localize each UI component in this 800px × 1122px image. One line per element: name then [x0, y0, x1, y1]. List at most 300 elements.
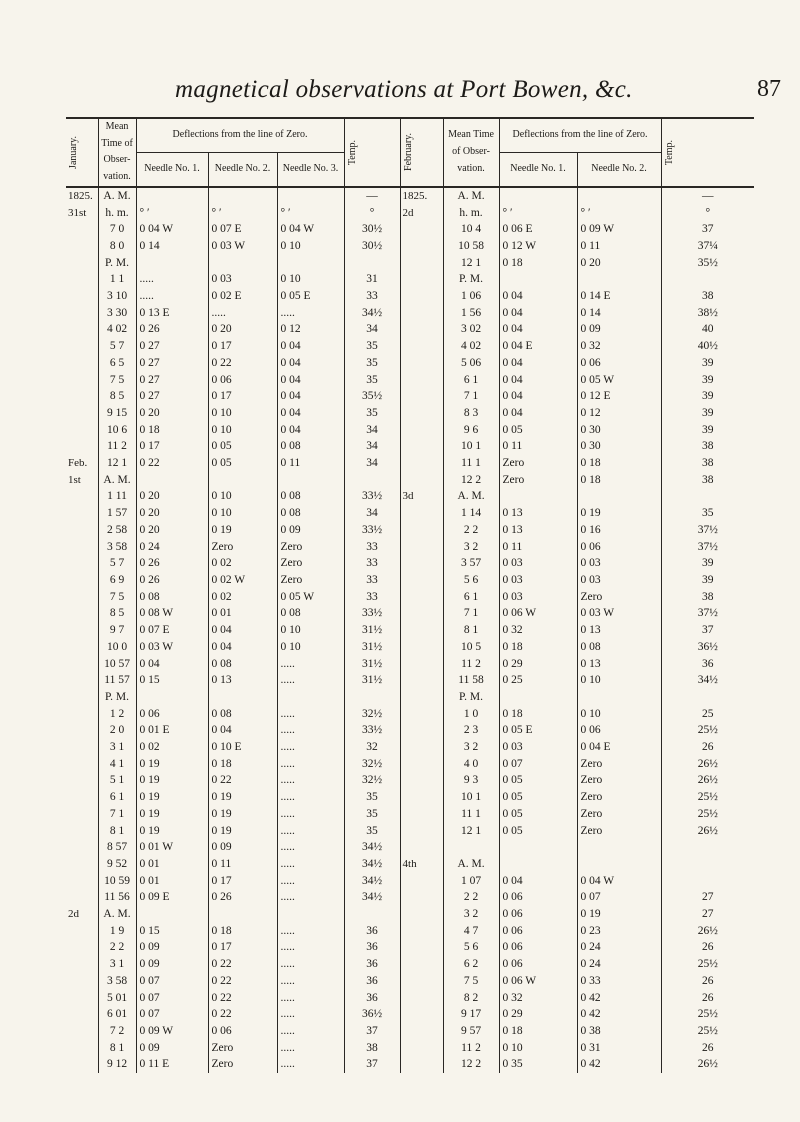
table-cell: 39	[702, 573, 714, 586]
table-cell: h. m.	[443, 205, 499, 222]
table-cell	[136, 472, 208, 489]
table-row	[66, 839, 754, 856]
table-cell	[400, 288, 443, 305]
table-cell: 0 02 E	[208, 288, 277, 305]
table-cell	[344, 255, 400, 272]
table-row	[66, 438, 754, 455]
header-deflections-left: Deflections from the line of Zero.	[136, 118, 344, 152]
table-cell: 0 05 W	[577, 372, 661, 389]
table-cell	[443, 839, 499, 856]
table-cell: 0 02 W	[208, 572, 277, 589]
table-cell: 11 58	[443, 672, 499, 689]
table-row	[66, 372, 754, 389]
table-cell	[277, 187, 344, 205]
table-cell: 7 5	[443, 973, 499, 990]
table-cell: 0 19	[136, 772, 208, 789]
table-row	[66, 1056, 754, 1073]
table-row	[66, 539, 754, 556]
table-cell: 33	[344, 288, 400, 305]
table-cell: 0 12	[577, 405, 661, 422]
table-cell: 2 2	[443, 889, 499, 906]
table-cell: 0 05 W	[277, 589, 344, 606]
table-cell: 4 02	[443, 338, 499, 355]
table-cell	[577, 689, 661, 706]
table-cell: 0 05	[208, 455, 277, 472]
table-cell: 34½	[344, 873, 400, 890]
table-cell: 9 7	[98, 622, 136, 639]
table-cell	[400, 873, 443, 890]
header-needle1-right: Needle No. 1.	[499, 152, 577, 186]
table-cell: 0 18	[136, 422, 208, 439]
table-cell: 0 04	[499, 873, 577, 890]
table-cell: 1 11	[98, 488, 136, 505]
table-cell	[66, 238, 98, 255]
table-cell: 0 01 E	[136, 722, 208, 739]
table-cell: .....	[277, 823, 344, 840]
table-cell: 0 04	[499, 388, 577, 405]
table-cell: Zero	[577, 589, 661, 606]
table-cell: 0 06	[499, 906, 577, 923]
table-row	[66, 956, 754, 973]
page-title: magnetical observations at Port Bowen, &c.	[175, 76, 633, 103]
table-cell: 0 04	[499, 305, 577, 322]
table-cell: 10 59	[98, 873, 136, 890]
table-cell: 0 04 E	[577, 739, 661, 756]
table-row	[66, 856, 754, 873]
table-cell	[66, 589, 98, 606]
table-row	[66, 255, 754, 272]
table-cell: 0 38	[577, 1023, 661, 1040]
table-cell: 0 08 W	[136, 605, 208, 622]
table-cell	[208, 689, 277, 706]
table-cell	[400, 539, 443, 556]
table-cell: 0 10 E	[208, 739, 277, 756]
table-cell	[400, 438, 443, 455]
table-cell	[400, 639, 443, 656]
table-cell: 5 01	[98, 990, 136, 1007]
table-cell: 0 07 E	[136, 622, 208, 639]
table-cell: 0 17	[208, 873, 277, 890]
table-cell: 0 05 E	[499, 722, 577, 739]
table-cell	[66, 956, 98, 973]
table-cell: 0 14 E	[577, 288, 661, 305]
table-cell: 0 14	[577, 305, 661, 322]
table-cell: 11 1	[443, 455, 499, 472]
table-cell	[499, 271, 577, 288]
table-cell: 0 13 E	[136, 305, 208, 322]
table-cell: A. M.	[98, 906, 136, 923]
table-cell: 0 08	[577, 639, 661, 656]
table-cell	[136, 187, 208, 205]
table-cell: .....	[136, 288, 208, 305]
table-cell: 9 15	[98, 405, 136, 422]
table-cell	[66, 539, 98, 556]
table-cell: 12 2	[443, 1056, 499, 1073]
table-cell	[400, 238, 443, 255]
table-cell: 0 32	[499, 622, 577, 639]
table-cell: 2 3	[443, 722, 499, 739]
table-cell: 0 18	[499, 1023, 577, 1040]
table-cell: 0 27	[136, 388, 208, 405]
table-cell: .....	[277, 990, 344, 1007]
table-cell: 36½	[344, 1006, 400, 1023]
table-cell	[66, 438, 98, 455]
table-cell: 0 32	[577, 338, 661, 355]
table-cell: 0 02	[208, 555, 277, 572]
table-cell: 25½	[697, 791, 718, 804]
table-cell: 0 09	[136, 956, 208, 973]
table-cell: 0 12	[277, 321, 344, 338]
table-row	[66, 271, 754, 288]
table-cell: .....	[277, 656, 344, 673]
table-cell	[577, 271, 661, 288]
table-cell: A. M.	[443, 856, 499, 873]
table-cell	[66, 939, 98, 956]
table-cell: 39	[702, 557, 714, 570]
table-cell: 1 9	[98, 923, 136, 940]
table-cell	[400, 706, 443, 723]
table-cell	[66, 856, 98, 873]
table-cell: 0 04	[277, 355, 344, 372]
table-cell: 35	[344, 338, 400, 355]
table-cell: 9 57	[443, 1023, 499, 1040]
table-cell: 38	[702, 590, 714, 603]
table-cell: 0 14	[136, 238, 208, 255]
table-cell	[400, 889, 443, 906]
table-cell	[136, 689, 208, 706]
table-cell: 0 13	[577, 656, 661, 673]
table-cell: 0 19	[136, 806, 208, 823]
table-cell: 6 1	[98, 789, 136, 806]
table-cell: 0 09	[208, 839, 277, 856]
table-cell: 3 02	[443, 321, 499, 338]
table-cell: 0 09	[577, 321, 661, 338]
table-cell	[66, 522, 98, 539]
table-cell	[136, 906, 208, 923]
table-cell: 0 05	[499, 823, 577, 840]
table-cell: 34½	[344, 839, 400, 856]
table-cell	[400, 605, 443, 622]
table-cell: Zero	[277, 555, 344, 572]
table-cell: 0 03	[499, 589, 577, 606]
table-cell: 0 05	[499, 772, 577, 789]
header-needle1-left: Needle No. 1.	[136, 152, 208, 186]
table-cell: 4 1	[98, 756, 136, 773]
table-cell: 2 2	[98, 939, 136, 956]
table-cell: 7 0	[98, 221, 136, 238]
table-cell: ° ′	[577, 205, 661, 222]
table-cell: 0 01	[136, 856, 208, 873]
table-cell	[66, 756, 98, 773]
header-temp-right: Temp.	[661, 118, 754, 187]
table-cell: 0 13	[577, 622, 661, 639]
table-cell: 7 1	[443, 605, 499, 622]
table-cell	[66, 488, 98, 505]
table-cell: 0 25	[499, 672, 577, 689]
table-cell: 0 26	[208, 889, 277, 906]
table-cell: 0 35	[499, 1056, 577, 1073]
table-cell: 37½	[697, 607, 718, 620]
table-cell: .....	[277, 1006, 344, 1023]
table-cell: 26½	[697, 774, 718, 787]
table-cell: 33½	[344, 605, 400, 622]
table-cell	[499, 856, 577, 873]
table-row	[66, 455, 754, 472]
table-cell	[208, 187, 277, 205]
table-cell: 35	[344, 405, 400, 422]
table-cell	[66, 789, 98, 806]
table-cell: 0 05	[499, 806, 577, 823]
table-cell: 10 58	[443, 238, 499, 255]
table-cell	[400, 422, 443, 439]
table-row	[66, 823, 754, 840]
observation-table	[66, 117, 754, 1073]
table-cell: 31½	[344, 672, 400, 689]
table-cell: .....	[277, 956, 344, 973]
table-cell: 0 06	[577, 355, 661, 372]
table-cell: ° ′	[208, 205, 277, 222]
table-cell: 3 58	[98, 539, 136, 556]
table-cell	[661, 873, 754, 890]
table-cell: A. M.	[443, 488, 499, 505]
table-cell: 0 19	[136, 789, 208, 806]
table-row	[66, 238, 754, 255]
table-cell: 0 05	[499, 789, 577, 806]
table-cell: 1 1	[98, 271, 136, 288]
table-cell: —	[344, 187, 400, 205]
table-cell: 6 01	[98, 1006, 136, 1023]
table-cell: 0 22	[208, 956, 277, 973]
table-cell: 0 33	[577, 973, 661, 990]
table-cell: 2d	[400, 205, 443, 222]
table-cell	[577, 856, 661, 873]
table-cell: 0 05 E	[277, 288, 344, 305]
table-cell: .....	[277, 672, 344, 689]
table-cell: 3 2	[443, 739, 499, 756]
header-needle3-left: Needle No. 3.	[277, 152, 344, 186]
table-row	[66, 405, 754, 422]
table-cell	[66, 973, 98, 990]
table-cell: 2 2	[443, 522, 499, 539]
table-cell	[66, 706, 98, 723]
table-cell: 0 18	[208, 923, 277, 940]
table-cell: 36	[344, 956, 400, 973]
table-cell	[400, 305, 443, 322]
table-cell	[66, 321, 98, 338]
table-cell: 8 1	[443, 622, 499, 639]
table-cell: 0 04	[277, 405, 344, 422]
table-cell	[66, 505, 98, 522]
table-cell: P. M.	[98, 255, 136, 272]
table-cell	[400, 555, 443, 572]
table-cell: 35½	[344, 388, 400, 405]
table-cell: 0 11	[499, 438, 577, 455]
table-cell: 10 6	[98, 422, 136, 439]
table-row	[66, 689, 754, 706]
table-cell: 38	[702, 290, 714, 303]
table-cell: 0 08	[208, 656, 277, 673]
table-cell: 25½	[697, 1008, 718, 1021]
table-cell: 0 03	[499, 572, 577, 589]
table-cell: 6 1	[443, 372, 499, 389]
table-cell: 0 20	[136, 488, 208, 505]
table-cell: 0 10	[208, 505, 277, 522]
table-row	[66, 923, 754, 940]
table-cell: 36	[344, 973, 400, 990]
table-cell: 0 42	[577, 1006, 661, 1023]
table-cell: 10 5	[443, 639, 499, 656]
table-cell: 12 2	[443, 472, 499, 489]
table-cell: 0 01	[208, 605, 277, 622]
table-cell: 0 03 W	[136, 639, 208, 656]
table-cell: 38	[702, 440, 714, 453]
table-cell: 36½	[697, 640, 718, 653]
table-cell	[344, 472, 400, 489]
table-cell: °	[344, 205, 400, 222]
table-cell: 0 04	[277, 422, 344, 439]
table-cell: 30½	[344, 221, 400, 238]
table-cell: 0 04	[277, 388, 344, 405]
table-cell: 0 04	[499, 321, 577, 338]
table-cell: P. M.	[443, 271, 499, 288]
table-cell: 34½	[344, 889, 400, 906]
table-cell: 0 27	[136, 372, 208, 389]
table-cell	[499, 488, 577, 505]
table-cell: 0 18	[499, 255, 577, 272]
table-cell: 0 13	[208, 672, 277, 689]
table-cell: 0 30	[577, 422, 661, 439]
table-cell: .....	[277, 1056, 344, 1073]
table-cell: 3 1	[98, 739, 136, 756]
table-cell: P. M.	[98, 689, 136, 706]
table-cell: 0 29	[499, 656, 577, 673]
table-cell	[400, 472, 443, 489]
table-cell: 0 12 W	[499, 238, 577, 255]
table-cell: 0 08	[277, 488, 344, 505]
table-cell: 26	[702, 974, 714, 987]
table-cell	[661, 856, 754, 873]
table-cell	[400, 1023, 443, 1040]
header-mean-time-left: Mean Time of Obser-vation.	[98, 118, 136, 187]
table-cell: 0 06 E	[499, 221, 577, 238]
table-cell: .....	[277, 1040, 344, 1057]
table-cell: 33	[344, 539, 400, 556]
table-row	[66, 205, 754, 222]
table-cell: 0 06	[499, 939, 577, 956]
table-cell	[400, 689, 443, 706]
table-cell: 0 12 E	[577, 388, 661, 405]
table-cell	[66, 572, 98, 589]
table-cell: 0 10	[577, 672, 661, 689]
table-cell	[400, 572, 443, 589]
table-cell: h. m.	[98, 205, 136, 222]
table-cell: 31	[344, 271, 400, 288]
table-cell: .....	[277, 856, 344, 873]
table-cell: Zero	[577, 823, 661, 840]
table-cell	[66, 656, 98, 673]
table-cell: 30½	[344, 238, 400, 255]
header-needle2-right: Needle No. 2.	[577, 152, 661, 186]
table-row	[66, 422, 754, 439]
table-cell	[66, 889, 98, 906]
table-cell: 0 10	[277, 639, 344, 656]
table-cell	[577, 488, 661, 505]
table-cell: 36	[702, 657, 714, 670]
table-row	[66, 622, 754, 639]
table-cell	[66, 422, 98, 439]
table-cell: 0 22	[208, 772, 277, 789]
table-cell: 34½	[344, 305, 400, 322]
table-cell: 0 08	[277, 605, 344, 622]
table-cell: 32½	[344, 706, 400, 723]
table-cell: 38	[702, 457, 714, 470]
table-cell: 33	[344, 572, 400, 589]
table-cell	[400, 321, 443, 338]
table-cell: 9 52	[98, 856, 136, 873]
table-cell: 0 11	[577, 238, 661, 255]
table-cell: 5 7	[98, 338, 136, 355]
table-cell: 8 0	[98, 238, 136, 255]
table-cell: 0 03	[577, 572, 661, 589]
table-cell	[66, 772, 98, 789]
table-cell: 0 22	[208, 990, 277, 1007]
table-cell: .....	[277, 305, 344, 322]
table-cell: 6 9	[98, 572, 136, 589]
table-cell: 0 04 W	[277, 221, 344, 238]
table-cell: 6 1	[443, 589, 499, 606]
table-cell: 7 1	[443, 388, 499, 405]
table-row	[66, 589, 754, 606]
table-cell	[66, 839, 98, 856]
table-cell: 0 06	[136, 706, 208, 723]
table-cell: Zero	[499, 472, 577, 489]
table-row	[66, 889, 754, 906]
table-cell: .....	[277, 873, 344, 890]
table-cell: 38½	[697, 306, 718, 319]
table-cell: 11 2	[98, 438, 136, 455]
table-cell: 26½	[697, 824, 718, 837]
table-cell	[400, 255, 443, 272]
table-cell: 25½	[697, 724, 718, 737]
table-cell: 0 04	[499, 288, 577, 305]
table-cell: 32	[344, 739, 400, 756]
table-cell	[400, 806, 443, 823]
table-cell: 0 19	[208, 789, 277, 806]
table-cell	[277, 689, 344, 706]
table-cell	[66, 689, 98, 706]
table-cell: 39	[702, 390, 714, 403]
table-cell: .....	[277, 789, 344, 806]
table-cell: 36	[344, 923, 400, 940]
table-row	[66, 472, 754, 489]
table-row	[66, 772, 754, 789]
table-cell: 3 58	[98, 973, 136, 990]
table-cell: 38	[702, 473, 714, 486]
table-cell: 4 0	[443, 756, 499, 773]
table-cell: .....	[277, 806, 344, 823]
table-cell	[66, 672, 98, 689]
table-cell	[400, 973, 443, 990]
table-cell: 8 1	[98, 1040, 136, 1057]
table-cell	[400, 355, 443, 372]
table-cell: .....	[277, 973, 344, 990]
table-cell: 0 08	[277, 438, 344, 455]
table-row	[66, 1006, 754, 1023]
table-cell	[277, 472, 344, 489]
table-cell: 12 1	[443, 823, 499, 840]
table-cell: 1825.	[66, 187, 98, 205]
table-cell	[66, 355, 98, 372]
